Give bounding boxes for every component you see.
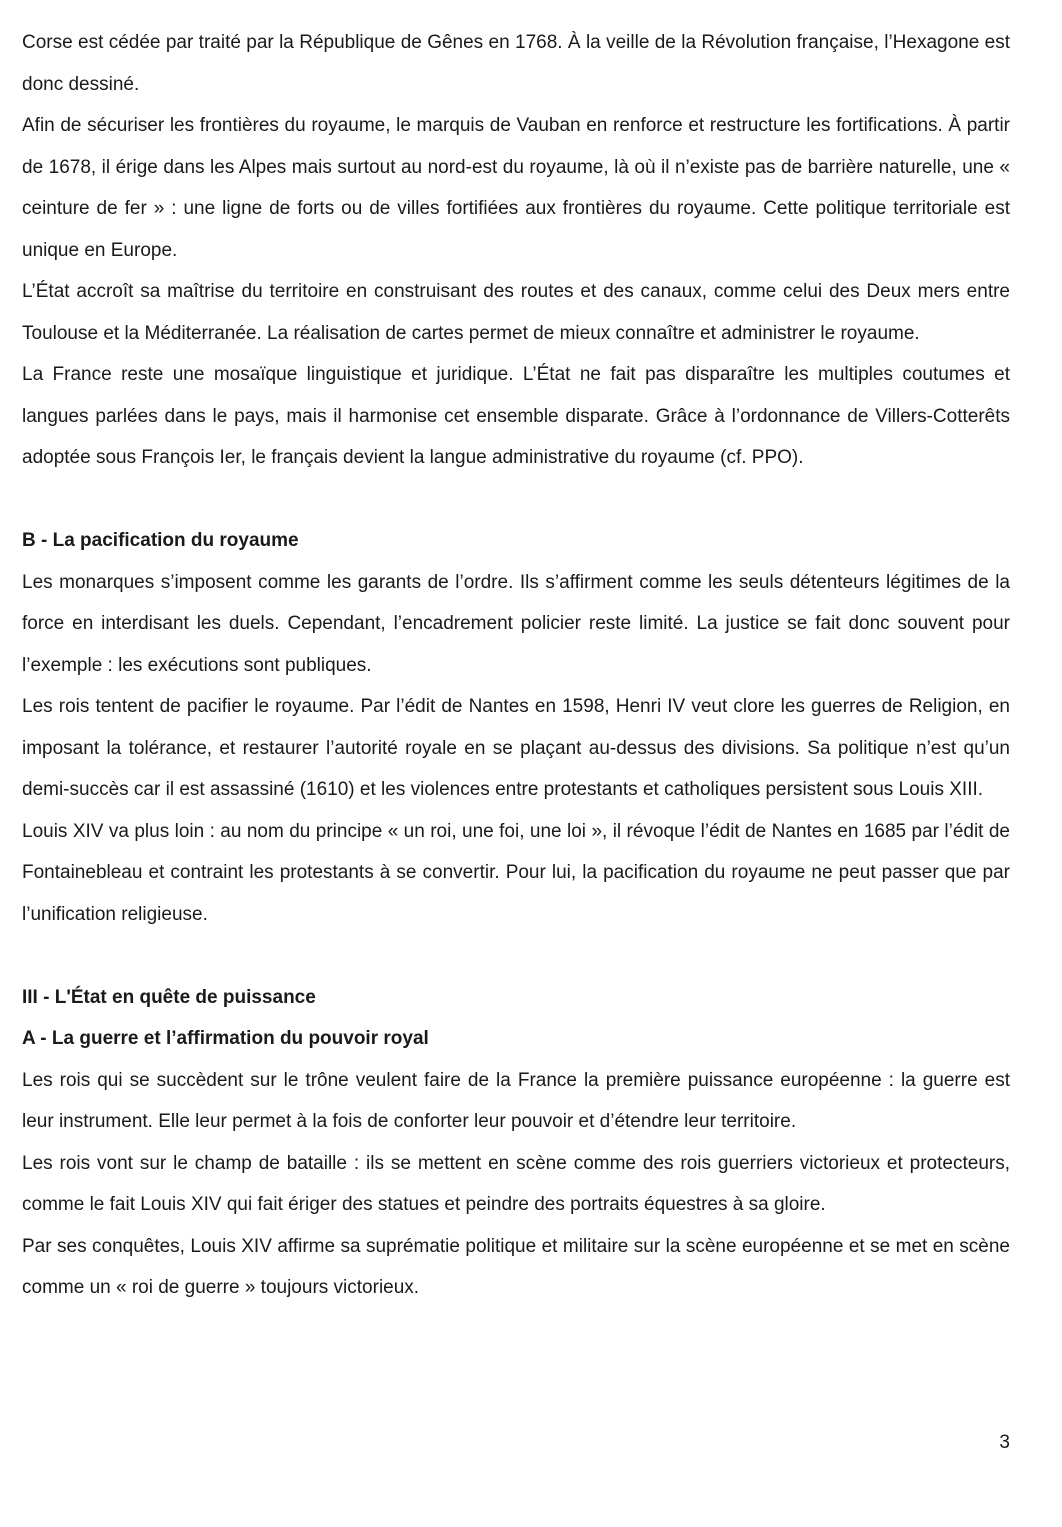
paragraph: La France reste une mosaïque linguistique et juridique. L’État ne fait pas disparaître les multiples coutumes et langues parlées dans le pays, mais il harmonise cet ensemble disparate. Grâce à l’ordonnance de Villers-Cotterêts adoptée sous François Ier, le français devient la langue administrative du royaume (cf. PPO). bbox=[22, 364, 1010, 468]
part-heading: III - L'État en quête de puissance bbox=[22, 986, 316, 1008]
document-page bbox=[22, 22, 1010, 1309]
paragraph: Les rois tentent de pacifier le royaume. Par l’édit de Nantes en 1598, Henri IV veut clore les guerres de Religion, en imposant la tolérance, et restaurer l’autorité royale en se plaçant au-dessus des divisions. Sa politique n’est qu’un demi-succès car il est assassiné (1610) et les violences entre protestants et catholiques persistent sous Louis XIII. bbox=[22, 696, 1010, 800]
section-heading: B - La pacification du royaume bbox=[22, 530, 299, 551]
paragraph: Par ses conquêtes, Louis XIV affirme sa suprématie politique et militaire sur la scène européenne et se met en scène comme un « roi de guerre » toujours victorieux. bbox=[22, 1235, 1010, 1298]
spacer bbox=[22, 479, 1010, 521]
paragraph: Corse est cédée par traité par la République de Gênes en 1768. À la veille de la Révolution française, l’Hexagone est donc dessiné. bbox=[22, 32, 1010, 95]
paragraph: Louis XIV va plus loin : au nom du principe « un roi, une foi, une loi », il révoque l’édit de Nantes en 1685 par l’édit de Fontainebleau et contraint les protestants à se convertir. Pour lui, la pacification du royaume ne peut passer que par l’unification religieuse. bbox=[22, 820, 1010, 925]
paragraph: Les rois qui se succèdent sur le trône veulent faire de la France la première puissance européenne : la guerre est leur instrument. Elle leur permet à la fois de conforter leur pouvoir et d’étendre leur territoire. bbox=[22, 1069, 1010, 1132]
page-number: 3 bbox=[999, 1432, 1010, 1453]
section-heading: A - La guerre et l’affirmation du pouvoir royal bbox=[22, 1028, 429, 1049]
spacer bbox=[22, 935, 1010, 977]
paragraph: L’État accroît sa maîtrise du territoire en construisant des routes et des canaux, comme celui des Deux mers entre Toulouse et la Méditerranée. La réalisation de cartes permet de mieux connaître et administrer le royaume. bbox=[22, 281, 1010, 344]
paragraph: Les rois vont sur le champ de bataille : ils se mettent en scène comme des rois guerriers victorieux et protecteurs, comme le fait Louis XIV qui fait ériger des statues et peindre des portraits équestres à sa gloire. bbox=[22, 1152, 1010, 1215]
paragraph: Afin de sécuriser les frontières du royaume, le marquis de Vauban en renforce et restructure les fortifications. À partir de 1678, il érige dans les Alpes mais surtout au nord-est du royaume, là où il n’existe pas de barrière naturelle, une « ceinture de fer » : une ligne de forts ou de villes fortifiées aux frontières du royaume. Cette politique territoriale est unique en Europe. bbox=[22, 115, 1010, 261]
paragraph: Les monarques s’imposent comme les garants de l’ordre. Ils s’affirment comme les seuls détenteurs légitimes de la force en interdisant les duels. Cependant, l’encadrement policier reste limité. La justice se fait donc souvent pour l’exemple : les exécutions sont publiques. bbox=[22, 571, 1010, 676]
